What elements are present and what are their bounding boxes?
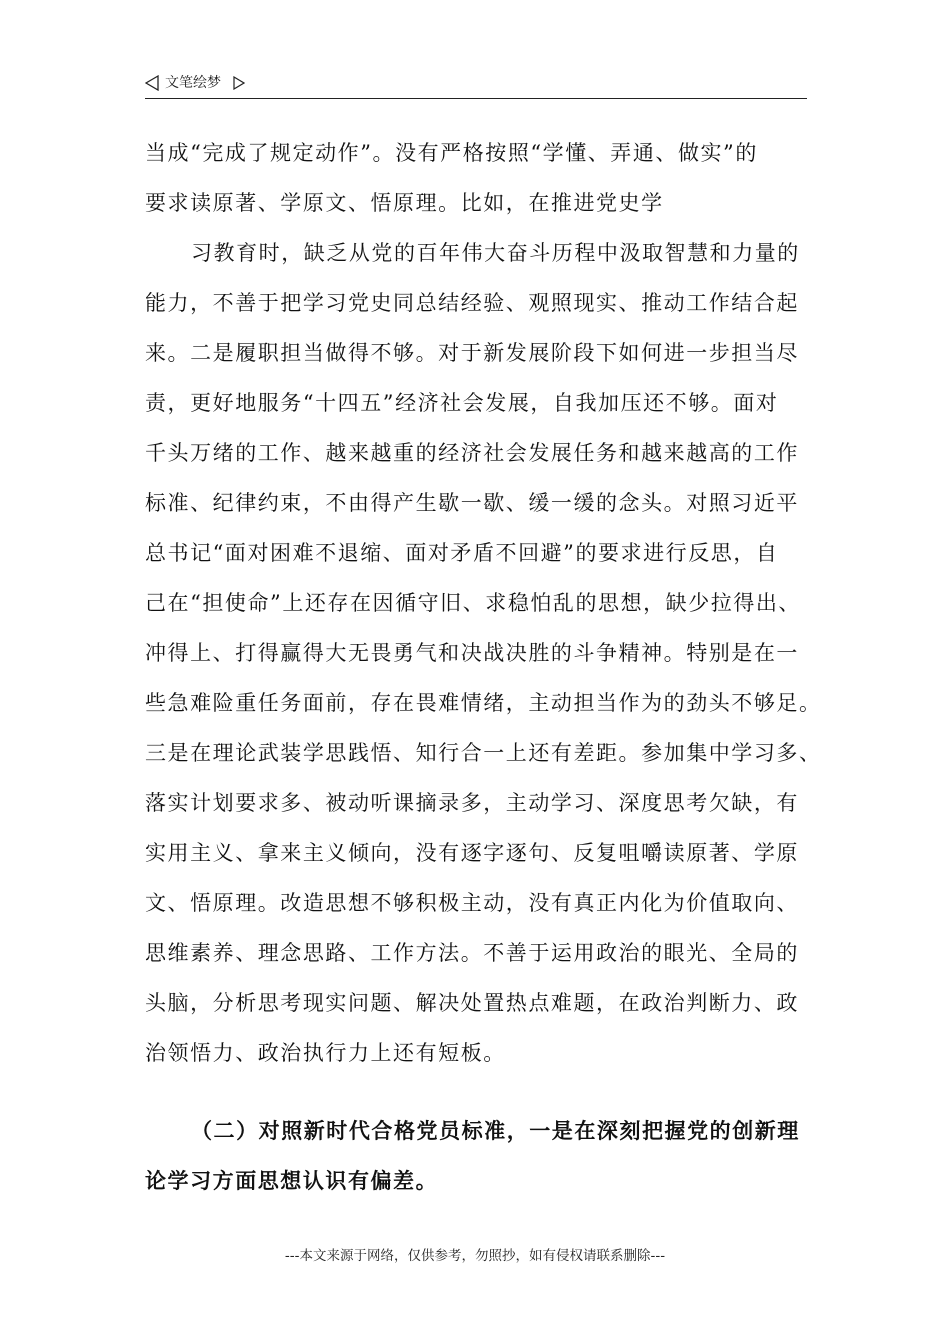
text-line: 来。二是履职担当做得不够。对于新发展阶段下如何进一步担当尽 bbox=[145, 341, 799, 365]
text-line: 文、悟原理。改造思想不够积极主动，没有真正内化为价值取向、 bbox=[145, 891, 799, 915]
text-line: 己在“担使命”上还存在因循守旧、求稳怕乱的思想，缺少拉得出、 bbox=[145, 591, 801, 615]
page-header bbox=[145, 72, 807, 99]
text-line: 当成“完成了规定动作”。没有严格按照“学懂、弄通、做实”的 bbox=[145, 141, 758, 165]
text-line: （二）对照新时代合格党员标准，一是在深刻把握党的创新理 bbox=[191, 1118, 800, 1143]
text-line: 实用主义、拿来主义倾向，没有逐字逐句、反复咀嚼读原著、学原 bbox=[145, 841, 799, 865]
text-line: 论学习方面思想认识有偏差。 bbox=[145, 1168, 439, 1193]
text-line: 落实计划要求多、被动听课摘录多，主动学习、深度思考欠缺，有 bbox=[145, 791, 799, 815]
footer-disclaimer: ---本文来源于网络，仅供参考，勿照抄，如有侵权请联系删除--- bbox=[284, 1248, 666, 1264]
text-line: 思维素养、理念思路、工作方法。不善于运用政治的眼光、全局的 bbox=[145, 941, 799, 965]
text-line: 标准、纪律约束，不由得产生歇一歇、缓一缓的念头。对照习近平 bbox=[145, 491, 799, 515]
text-line: 头脑，分析思考现实问题、解决处置热点难题，在政治判断力、政 bbox=[145, 991, 799, 1015]
text-line: 治领悟力、政治执行力上还有短板。 bbox=[145, 1041, 506, 1065]
text-line: 能力，不善于把学习党史同总结经验、观照现实、推动工作结合起 bbox=[145, 291, 799, 315]
triangle-right-icon bbox=[233, 76, 245, 90]
text-line: 些急难险重任务面前，存在畏难情绪，主动担当作为的劲头不够足。 bbox=[145, 691, 822, 715]
text-line: 要求读原著、学原文、悟原理。比如，在推进党史学 bbox=[145, 191, 664, 215]
triangle-left-icon bbox=[145, 75, 159, 91]
text-line: 总书记“面对困难不退缩、面对矛盾不回避”的要求进行反思，自 bbox=[145, 541, 779, 565]
text-line: 责，更好地服务“十四五”经济社会发展，自我加压还不够。面对 bbox=[145, 391, 779, 415]
text-line: 三是在理论武装学思践悟、知行合一上还有差距。参加集中学习多、 bbox=[145, 741, 822, 765]
text-line: 冲得上、打得赢得大无畏勇气和决战决胜的斗争精神。特别是在一 bbox=[145, 641, 799, 665]
text-line: 习教育时，缺乏从党的百年伟大奋斗历程中汲取智慧和力量的 bbox=[191, 241, 800, 265]
header-brand: 文笔绘梦 bbox=[165, 75, 221, 91]
text-line: 千头万绪的工作、越来越重的经济社会发展任务和越来越高的工作 bbox=[145, 441, 799, 465]
